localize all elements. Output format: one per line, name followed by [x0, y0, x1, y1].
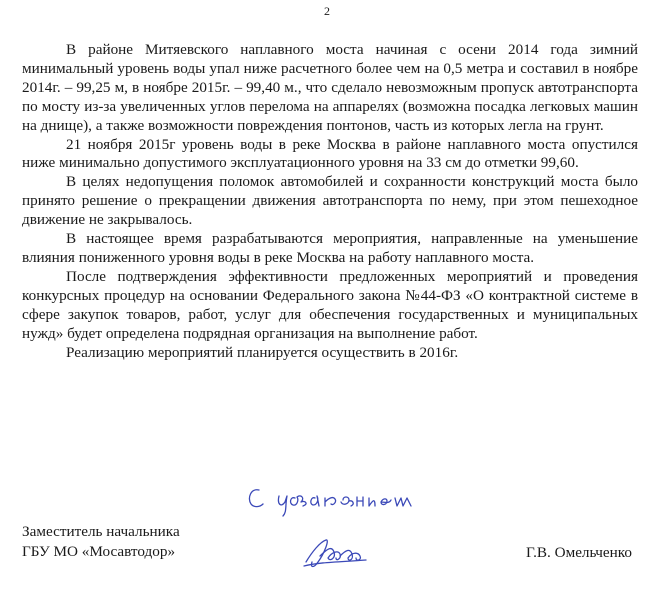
- signer-position: [22, 522, 180, 562]
- paragraph-water-level: В районе Митяевского наплавного моста начиная с осени 2014 года зимний минимальный уровень воды упал ниже расчетного более чем на 0,5 метра и составил в ноябре 2014г. – 99,25 м, в ноябре 2015г. – 99,40 м., что сделало невозможным пропуск автотранспорта по мосту из-за увеличенных углов перелома на аппарелях (возможна посадка легковых машин на днище), а также возможности повреждения понтонов, часть из которых легла на грунт.: [22, 41, 638, 134]
- paragraph-procurement: После подтверждения эффективности предложенных мероприятий и проведения конкурсных процедур на основании Федерального закона №44-ФЗ «О контрактной системе в сфере закупок товаров, работ, услуг для обеспечения государственных и муниципальных нужд» будет определена подрядная организация на выполнение работ.: [22, 267, 638, 342]
- paragraph-implementation: Реализацию мероприятий планируется осуществить в 2016г.: [66, 343, 459, 361]
- signer-position-line2: ГБУ МО «Мосавтодор»: [22, 543, 176, 560]
- letter-body: [22, 41, 638, 362]
- signer-position-line1: Заместитель начальника: [22, 523, 180, 540]
- paragraph-measures: В настоящее время разрабатываются мероприятия, направленные на уменьшение влияния пониженного уровня воды в реке Москва на работу наплавного моста.: [22, 230, 638, 266]
- handwritten-closing: [245, 482, 425, 518]
- paragraph-traffic-closure: В целях недопущения поломок автомобилей и сохранности конструкций моста было принято решение о прекращении движения автотранспорта по нему, при этом пешеходное движение не закрывалось.: [22, 173, 638, 229]
- signer-name: Г.В. Омельченко: [526, 544, 632, 561]
- page-number: 2: [324, 4, 330, 18]
- handwritten-signature: [300, 532, 372, 572]
- paragraph-november-level: 21 ноября 2015г уровень воды в реке Москва в районе наплавного моста опустился ниже минимально допустимого эксплуатационного уровня на 33 см до отметки 99,60.: [22, 135, 638, 172]
